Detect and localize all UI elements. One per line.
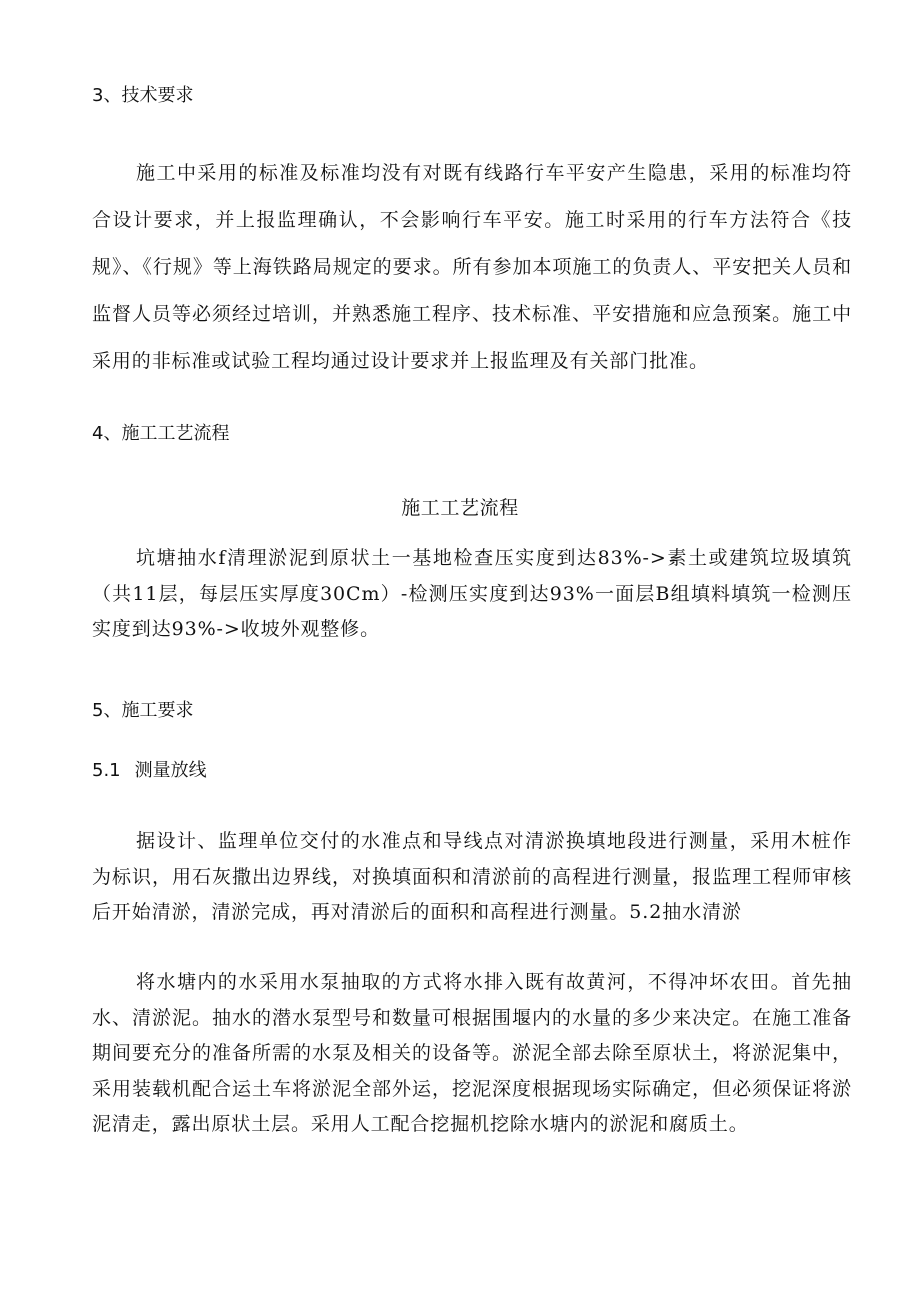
subsection-5-1-heading: [92, 758, 207, 784]
subsection-number: 5.1: [92, 760, 121, 781]
survey-paragraph: 据设计、监理单位交付的水准点和导线点对清淤换填地段进行测量，采用木桩作为标识，用石灰撒出边界线，对换填面积和清淤前的高程进行测量，报监理工程师审核后开始清淤，清淤完成，再对清淤后的面积和高程进行测量。5.2抽水清淤: [92, 830, 852, 923]
pumping-paragraph: 将水塘内的水采用水泵抽取的方式将水排入既有故黄河，不得冲坏农田。首先抽水、清淤泥。抽水的潜水泵型号和数量可根据围堰内的水量的多少来决定。在施工准备期间要充分的准备所需的水泵及相关的设备等。淤泥全部去除至原状土，将淤泥集中，采用装载机配合运土车将淤泥全部外运，挖泥深度根据现场实际确定，但必须保证将淤泥清走，露出原状土层。采用人工配合挖掘机挖除水塘内的淤泥和腐质土。: [92, 971, 852, 1135]
process-flow-title: 施工工艺流程: [401, 497, 519, 519]
section-3-heading: 3、技术要求: [92, 85, 194, 106]
subsection-title: 测量放线: [134, 760, 207, 781]
section-4-heading: 4、施工工艺流程: [92, 423, 230, 444]
section-5-heading: 5、施工要求: [92, 700, 194, 721]
process-flow-paragraph: 坑塘抽水f清理淤泥到原状土一基地检查压实度到达83%->素土或建筑垃圾填筑（共11层，每层压实厚度30Cm）-检测压实度到达93%一面层B组填料填筑一检测压实度到达93%->收坡外观整修。: [92, 547, 852, 640]
section-3-paragraph: 施工中采用的标准及标准均没有对既有线路行车平安产生隐患，采用的标准均符合设计要求，并上报监理确认，不会影响行车平安。施工时采用的行车方法符合《技规》、《行规》等上海铁路局规定的要求。所有参加本项施工的负责人、平安把关人员和监督人员等必须经过培训，并熟悉施工程序、技术标准、平安措施和应急预案。施工中采用的非标准或试验工程均通过设计要求并上报监理及有关部门批准。: [92, 162, 852, 372]
